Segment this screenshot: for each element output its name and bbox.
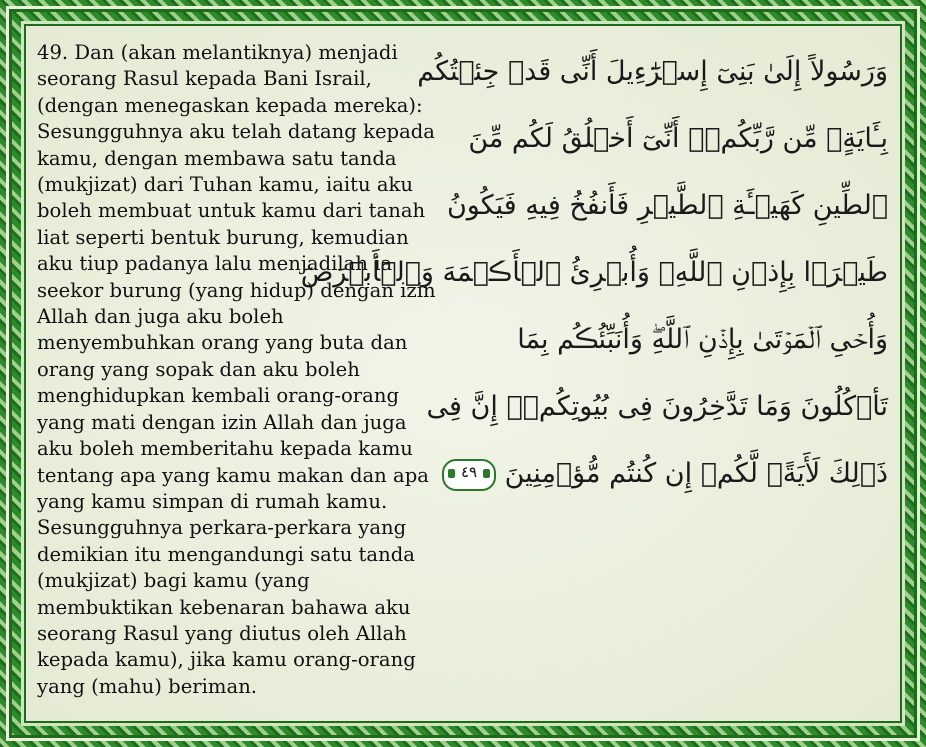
translation-line: menyembuhkan orang yang buta dan <box>37 331 408 355</box>
translation-line: seorang Rasul yang diutus oleh Allah <box>37 621 407 645</box>
translation-line: kepada kamu), jika kamu orang-orang <box>37 648 416 672</box>
translation-line: orang yang sopak dan aku boleh <box>37 357 360 381</box>
translation-line: (dengan menegaskan kepada mereka): <box>37 93 423 117</box>
translation-line: liat seperti bentuk burung, kemudian <box>37 225 409 249</box>
arabic-line-1: وَرَسُولاً إِلَىٰ بَنِىٓ إِسۡرَٰٓءِيلَ أَنِّى قَدۡ جِئۡتُكُم <box>417 56 888 87</box>
translation-line: seorang Rasul kepada Bani Israil, <box>37 67 372 91</box>
translation-line: (mukjizat) dari Tuhan kamu, iaitu aku <box>37 173 414 197</box>
translation-line: tentang apa yang kamu makan dan apa <box>37 463 429 487</box>
translation-line: aku tiup padanya lalu menjadilah ia <box>37 252 393 276</box>
translation-line: Allah dan juga aku boleh <box>37 305 284 329</box>
translation-line: yang kamu simpan di rumah kamu. <box>37 489 388 513</box>
arabic-verse <box>300 26 888 526</box>
arabic-line-3: ٱلطِّينِ كَهَيۡـَٔةِ ٱلطَّيۡرِ فَأَنفُخُ فِيهِ فَيَكُونُ <box>446 190 888 221</box>
arabic-line-2: بِـَٔايَةٍ۬ مِّن رَّبِّكُمۡ‌ۖ أَنِّىٓ أَخۡلُقُ لَكُم مِّنَ <box>468 123 888 154</box>
arabic-line-7-text: ذَٲلِكَ لَأَيَةً۬ لَّكُمۡ إِن كُنتُم مُّؤۡمِنِينَ <box>504 458 888 489</box>
ayah-number-marker <box>442 459 496 491</box>
ayah-number: ٤٩ <box>460 462 478 481</box>
translation-line: aku boleh memberitahu kepada kamu <box>37 437 413 461</box>
translation-line: Sesungguhnya perkara-perkara yang <box>37 516 407 540</box>
translation-line: seekor burung (yang hidup) dengan izin <box>37 278 436 302</box>
translation-line: menghidupkan kembali orang-orang <box>37 384 399 408</box>
translation-line: (mukjizat) bagi kamu (yang <box>37 569 310 593</box>
arabic-line-5: وَأُحۡىِ ٱلۡمَوۡتَىٰ بِإِذۡنِ ٱللَّهِ‌ۖ وَأُنَبِّئُڪُم بِمَا <box>517 324 888 355</box>
translation-line: Sesungguhnya aku telah datang kepada <box>37 120 435 144</box>
page <box>26 26 900 721</box>
translation-line: kamu, dengan membawa satu tanda <box>37 146 397 170</box>
translation-line: yang (mahu) beriman. <box>37 674 258 698</box>
translation-line: demikian itu mengandungi satu tanda <box>37 542 415 566</box>
translation-line: 49. Dan (akan melantiknya) menjadi <box>37 41 398 64</box>
translation-line: membuktikan kebenaran bahawa aku <box>37 595 411 619</box>
arabic-line-6: تَأۡكُلُونَ وَمَا تَدَّخِرُونَ فِى بُيُوتِكُمۡ‌ۚ إِنَّ فِى <box>426 391 888 422</box>
arabic-line-7 <box>460 458 888 491</box>
translation-line: yang mati dengan izin Allah dan juga <box>37 410 407 434</box>
arabic-line-4: طَيۡرَۢا بِإِذۡنِ ٱللَّهِ‌ۖ وَأُبۡرِئُ ٱلۡأَڪۡمَهَ وَٱلۡأَبۡرَصَ <box>300 257 888 288</box>
translation-text <box>37 40 467 700</box>
translation-line: boleh membuat untuk kamu dari tanah <box>37 199 426 223</box>
